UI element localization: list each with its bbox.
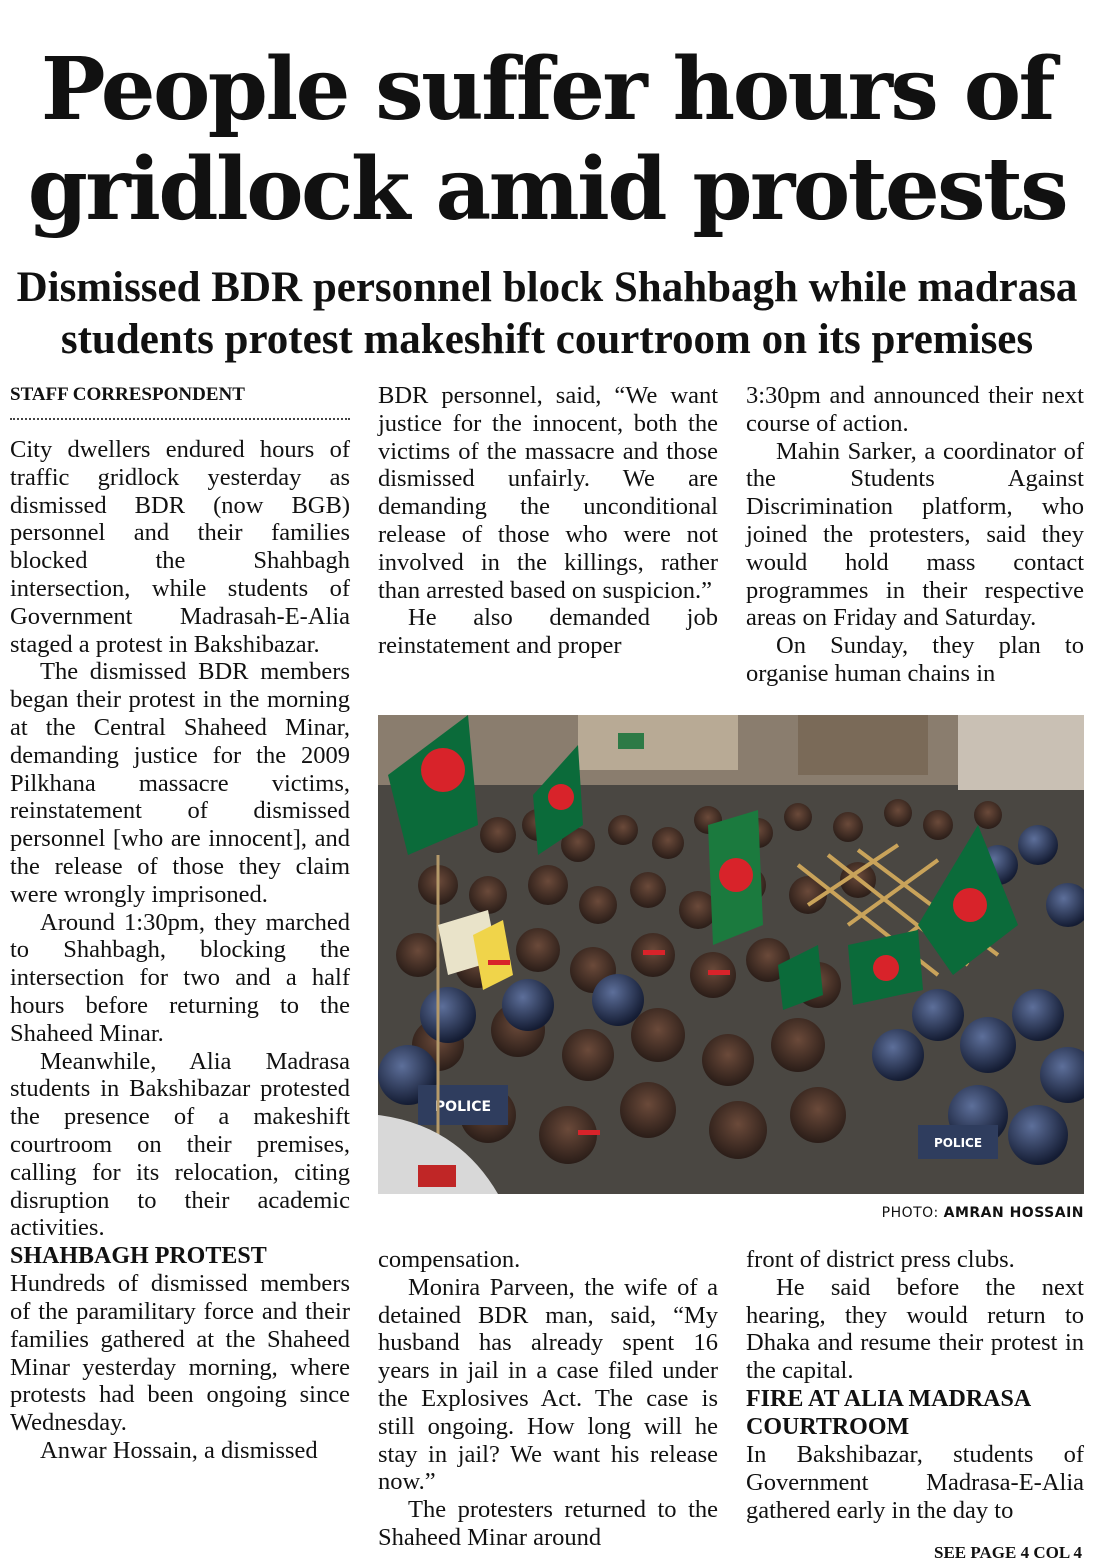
police-vest-label: POLICE [434,1099,492,1115]
article-column-3-bottom [746,1246,1084,1524]
photo-credit-label: PHOTO: [881,1205,939,1221]
headline-line-1: People suffer hours of [40,39,1054,140]
paragraph: Anwar Hossain, a dismissed [40,1436,318,1464]
paragraph: City dwellers endured hours of traffic gridlock yesterday as dismissed BDR (now BGB) personnel and their families blocked the Shahbagh intersection, while students of Government Madrasah-E-Alia staged a protest in Bakshibazar. [10,436,350,658]
article-column-1 [10,436,350,1465]
paragraph: 3:30pm and announced their next course of action. [746,382,1084,437]
article-column-3-top [746,382,1084,688]
paragraph: Around 1:30pm, they marched to Shahbagh, blocking the intersection for two and a half hours before returning to the Shaheed Minar. [10,908,350,1047]
paragraph: compensation. [378,1246,521,1273]
paragraph: He said before the next hearing, they would return to Dhaka and resume their protest in the capital. [746,1273,1084,1385]
article-column-2-top [378,382,718,660]
section-subhead: SHAHBAGH PROTEST [10,1243,267,1270]
section-subhead: FIRE AT ALIA MADRASA COURTROOM [746,1385,1030,1440]
paragraph: Mahin Sarker, a coordinator of the Students Against Discrimination platform, who joined the protesters, said they would hold mass contact programmes in their respective areas on Friday and Saturday. [746,437,1084,632]
headline [0,40,1094,240]
continued-on-page-link[interactable]: SEE PAGE 4 COL 4 [934,1543,1082,1562]
subheadline-line-2: students protest makeshift courtroom on its premises [60,316,1034,363]
paragraph: On Sunday, they plan to organise human chains in [746,632,1084,687]
article-column-2-bottom [378,1246,718,1552]
photo-credit-name: AMRAN HOSSAIN [943,1205,1084,1221]
byline: STAFF CORRESPONDENT [10,384,245,405]
paragraph: Monira Parveen, the wife of a detained BDR man, said, “My husband has already spent 16 years in jail in a case filed under the Explosives Act. The case is still ongoing. How long will he stay in jail? We want his release now.” [378,1273,718,1496]
paragraph: Hundreds of dismissed members of the paramilitary force and their families gathered at the Shaheed Minar yesterday morning, where protests had been ongoing since Wednesday. [10,1270,350,1437]
headline-line-2: gridlock amid protests [27,139,1067,240]
paragraph: The dismissed BDR members began their protest in the morning at the Central Shaheed Minar, demanding justice for the 2009 Pilkhana massacre victims, reinstatement of dismissed personnel [who are innocent], and the release of those they claim were wrongly imprisoned. [10,658,350,908]
byline-divider [10,418,350,420]
photo-credit [882,1205,1084,1221]
paragraph: Meanwhile, Alia Madrasa students in Bakshibazar protested the presence of a makeshift courtroom on their premises, calling for its relocation, citing disruption to their academic activities. [10,1047,350,1242]
subheadline-line-1: Dismissed BDR personnel block Shahbagh while madrasa [16,264,1078,311]
paragraph: front of district press clubs. [746,1246,1015,1273]
paragraph: The protesters returned to the Shaheed Minar around [378,1496,718,1551]
paragraph: In Bakshibazar, students of Government Madrasa-E-Alia gathered early in the day to [746,1440,1084,1524]
paragraph: BDR personnel, said, “We want justice for the innocent, both the victims of the massacre and those dismissed unfairly. We are demanding the unconditional release of those who were not involved in the killings, rather than arrested based on suspicion.” [378,382,718,604]
subheadline [0,262,1094,366]
paragraph: He also demanded job reinstatement and proper [378,604,718,660]
police-vest-label-2: POLICE [933,1136,983,1150]
protest-photo [378,715,1084,1194]
